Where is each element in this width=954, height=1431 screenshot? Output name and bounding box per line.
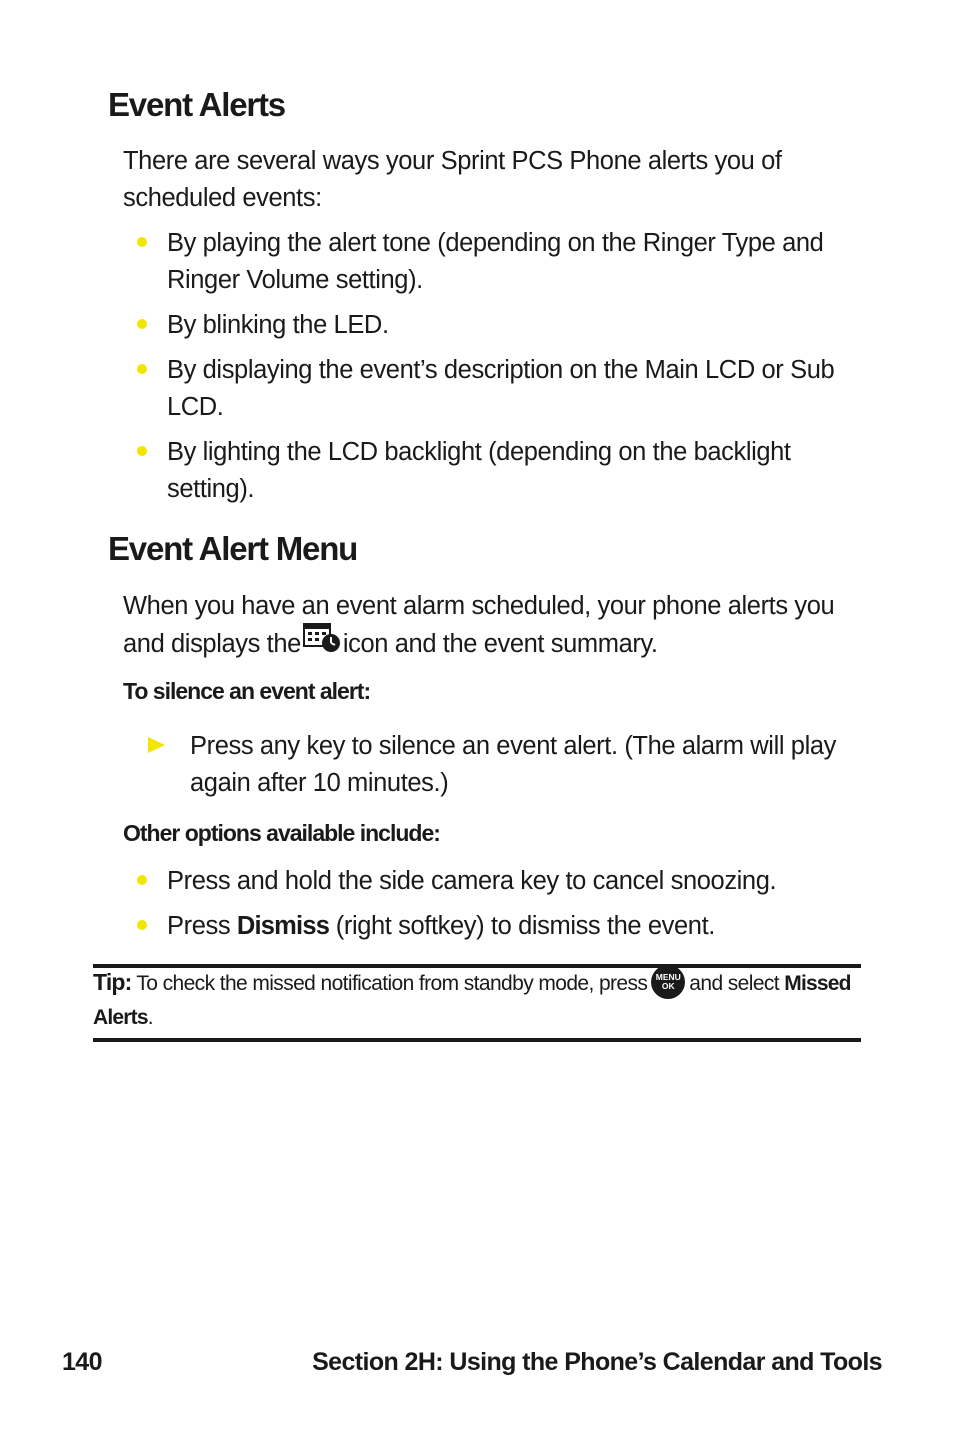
event-alerts-intro: There are several ways your Sprint PCS Phone alerts you of scheduled events:	[123, 147, 782, 212]
tip-bottom-rule	[93, 1038, 861, 1042]
tip-text: Tip: To check the missed notification from standby mode, press MENU OK and select Missed Alerts.	[93, 966, 853, 1034]
menu-ok-key-icon: MENU OK	[651, 965, 685, 999]
intro-text-part2: icon and the event summary.	[342, 630, 658, 659]
bullet-text: By displaying the event’s description on the Main LCD or Sub LCD.	[167, 356, 835, 421]
bullet-dot-icon	[137, 446, 147, 456]
silence-heading: To silence an event alert:	[123, 678, 371, 704]
bullet-dot-icon	[137, 319, 147, 329]
bullet-text: Press and hold the side camera key to cancel snoozing.	[167, 867, 777, 895]
intro-text-part1: When you have an event alarm scheduled, your phone alerts you and displays the	[123, 592, 835, 659]
options-heading: Other options available include:	[123, 820, 440, 846]
bullet-text	[167, 908, 857, 945]
option2-post: (right softkey) to dismiss the event.	[335, 912, 715, 940]
bullet-dot-icon	[137, 875, 147, 885]
event-alert-menu-intro	[123, 588, 853, 666]
heading-event-alerts: Event Alerts	[108, 86, 285, 123]
option2-pre: Press	[167, 912, 231, 940]
bullet-dot-icon	[137, 237, 147, 247]
tip-text-part2: and select	[689, 972, 780, 995]
tip-label: Tip:	[93, 969, 132, 995]
missed-alerts-label: Missed Alerts	[93, 972, 851, 1030]
bullet-text: By playing the alert tone (depending on the Ringer Type and Ringer Volume setting).	[167, 229, 824, 294]
tip-text-part1: To check the missed notification from standby mode, press	[136, 972, 648, 995]
bullet-dot-icon	[137, 364, 147, 374]
calendar-alarm-icon	[303, 623, 341, 664]
bullet-dot-icon	[137, 920, 147, 930]
bullet-text: By lighting the LCD backlight (depending on the backlight setting).	[167, 438, 791, 503]
bullet-text: By blinking the LED.	[167, 311, 389, 339]
silence-step: Press any key to silence an event alert. (The alarm will play again after 10 minutes.)	[190, 732, 836, 797]
dismiss-label: Dismiss	[236, 912, 330, 940]
section-footer: Section 2H: Using the Phone’s Calendar and Tools	[312, 1348, 882, 1376]
heading-event-alert-menu: Event Alert Menu	[108, 530, 358, 567]
page-number: 140	[62, 1348, 102, 1376]
step-arrow-icon	[148, 737, 165, 753]
